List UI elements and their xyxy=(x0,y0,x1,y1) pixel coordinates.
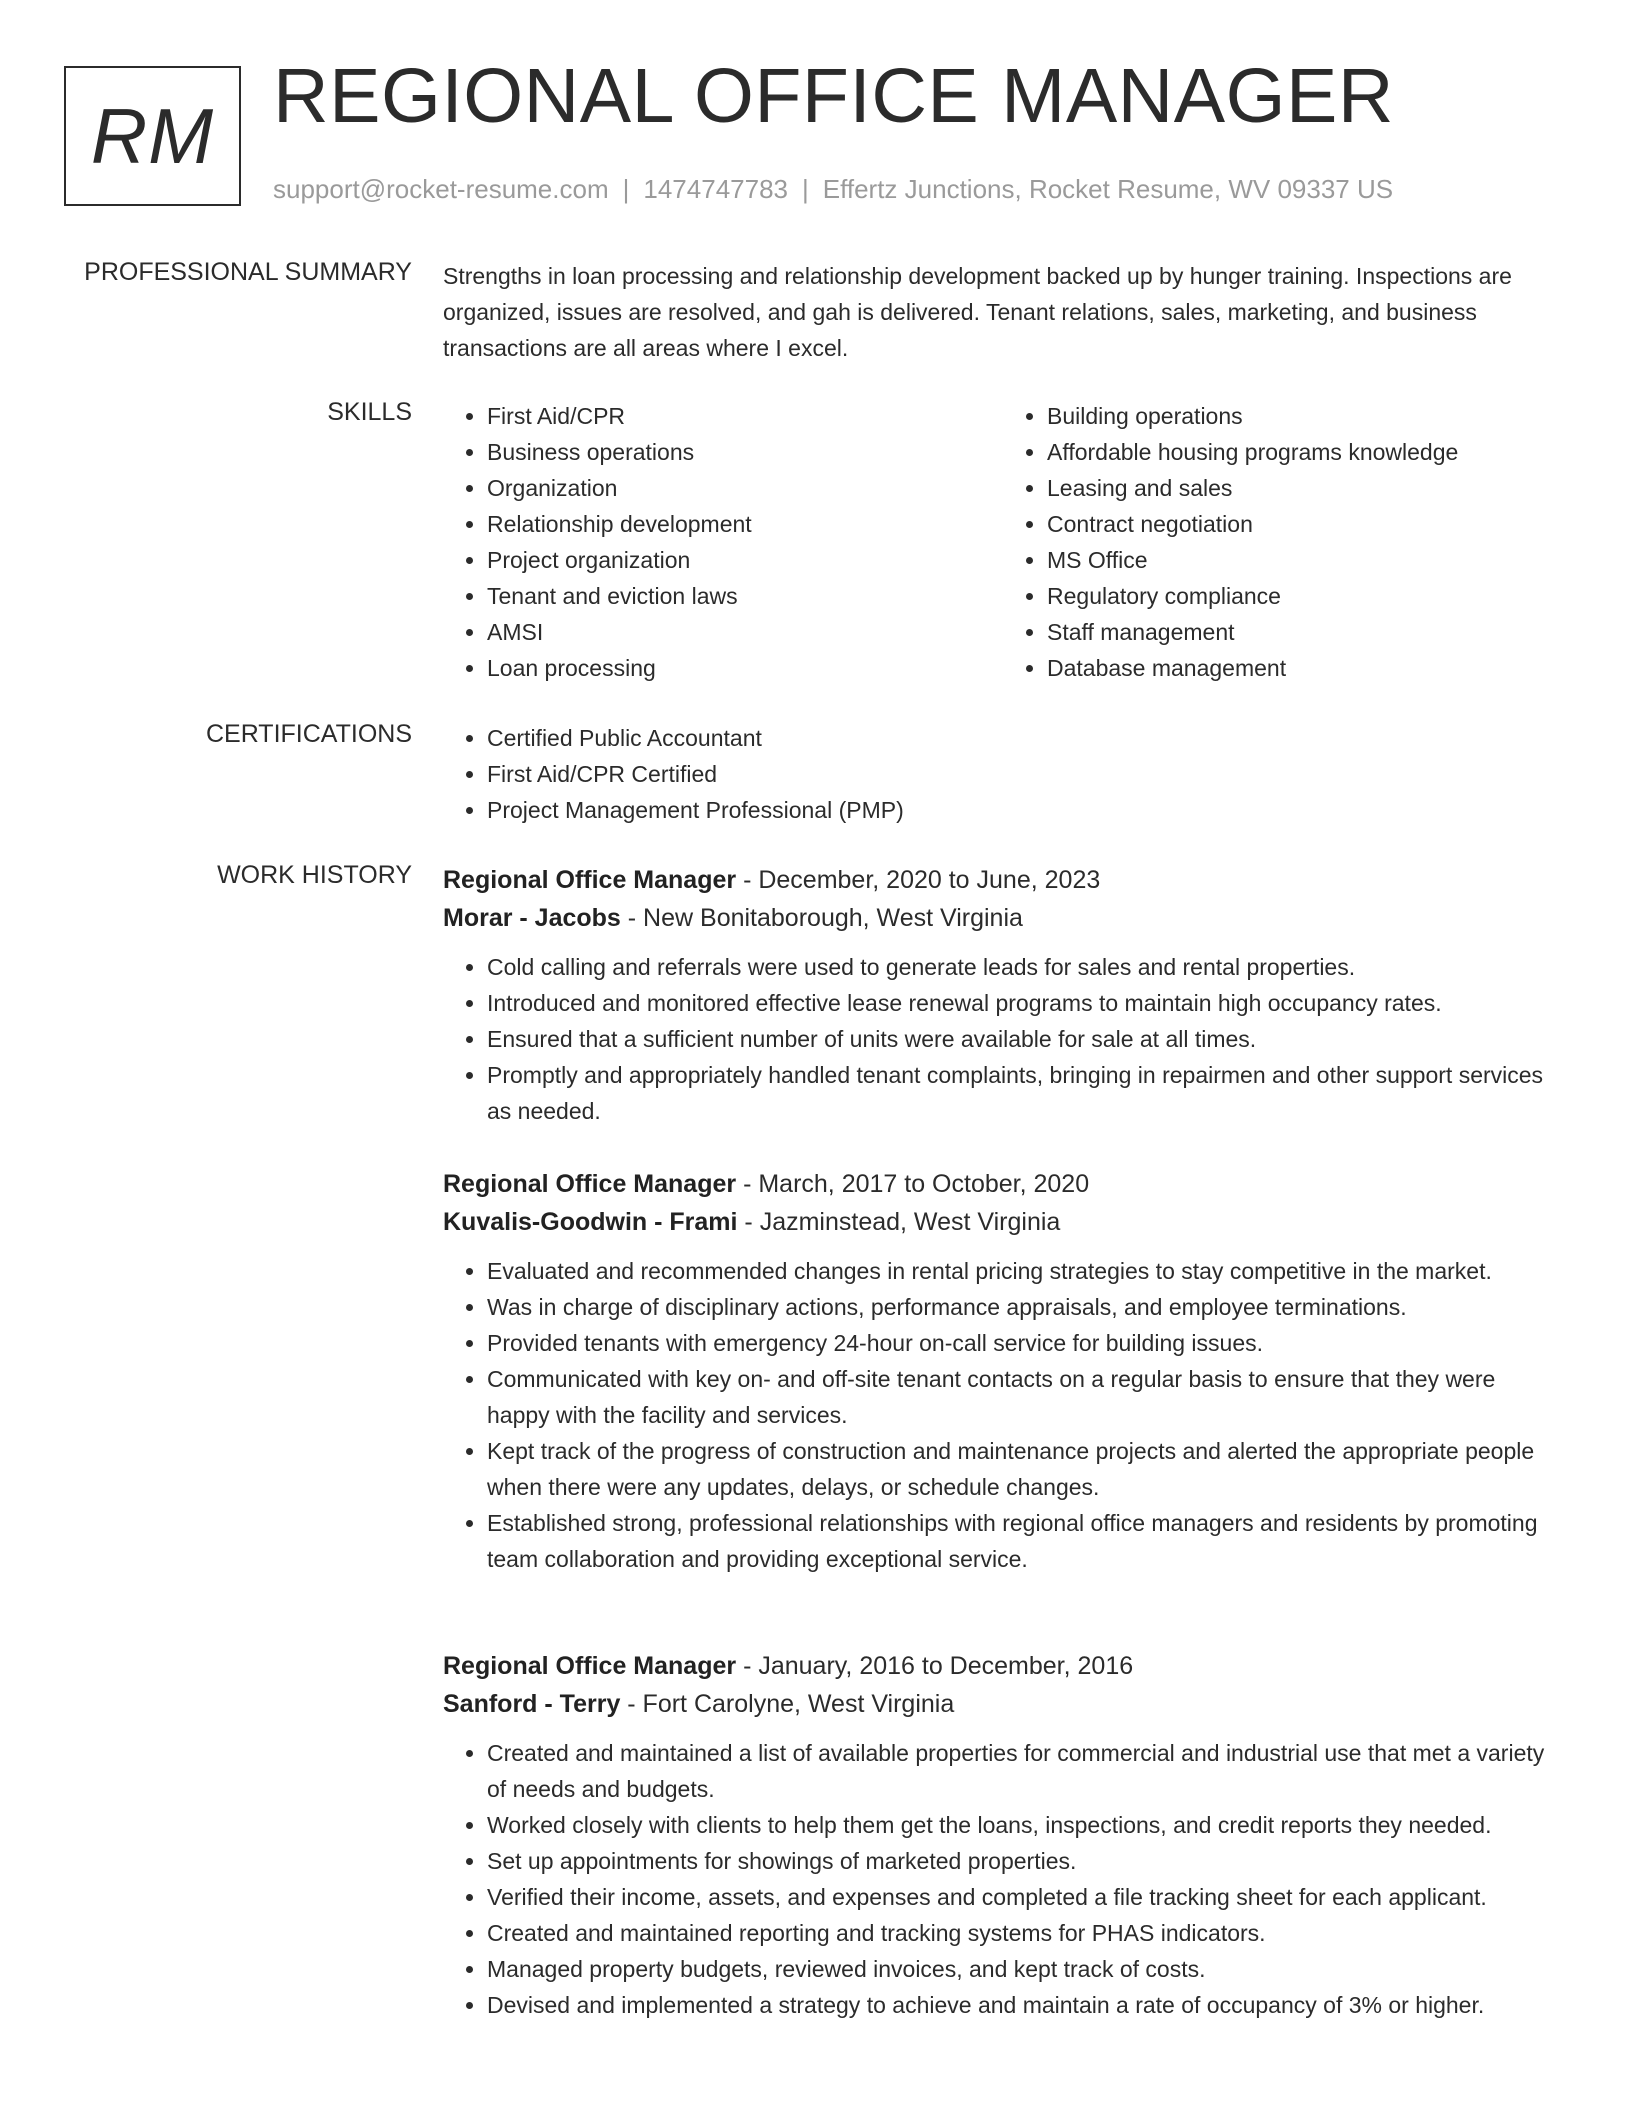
job-duties-list xyxy=(443,1735,1563,2023)
skill-item: • MS Office xyxy=(1047,542,1563,578)
skill-item: • First Aid/CPR xyxy=(487,398,1003,434)
job-company-line xyxy=(443,899,1563,937)
job-duty-item: • Verified their income, assets, and expenses and completed a file tracking sheet for each applicant. xyxy=(487,1879,1563,1915)
job-company-line xyxy=(443,1203,1563,1241)
monogram-badge xyxy=(64,66,241,206)
skill-item: • Database management xyxy=(1047,650,1563,686)
contact-phone: 1474747783 xyxy=(643,174,788,204)
job-duty-item: • Evaluated and recommended changes in rental pricing strategies to stay competitive in the market. xyxy=(487,1253,1563,1289)
section-heading-work-history: WORK HISTORY xyxy=(217,861,412,889)
job-dates: - January, 2016 to December, 2016 xyxy=(736,1652,1134,1680)
job-title: Regional Office Manager xyxy=(443,866,737,894)
job-duty-item: • Ensured that a sufficient number of units were available for sale at all times. xyxy=(487,1021,1563,1057)
section-heading-summary: PROFESSIONAL SUMMARY xyxy=(84,258,412,286)
job-duty-item: • Established strong, professional relationships with regional office managers and residents by promoting team collaboration and providing exceptional service. xyxy=(487,1505,1563,1577)
job-location: - Jazminstead, West Virginia xyxy=(737,1208,1061,1236)
skill-item: • Business operations xyxy=(487,434,1003,470)
skill-item: • Relationship development xyxy=(487,506,1003,542)
job-title: Regional Office Manager xyxy=(443,1170,737,1198)
skill-item: • Tenant and eviction laws xyxy=(487,578,1003,614)
job-title-line xyxy=(443,1165,1563,1203)
job-title-line xyxy=(443,861,1563,899)
job-dates: - March, 2017 to October, 2020 xyxy=(736,1170,1090,1198)
initials: RM xyxy=(90,91,215,180)
section-heading-certifications: CERTIFICATIONS xyxy=(205,720,412,748)
job-entry xyxy=(443,1165,1563,1577)
certifications-list xyxy=(443,720,1563,828)
job-duty-item: • Cold calling and referrals were used to generate leads for sales and rental properties. xyxy=(487,949,1563,985)
job-duty-item: • Kept track of the progress of construction and maintenance projects and alerted the appropriate people when there were any updates, delays, or schedule changes. xyxy=(487,1433,1563,1505)
skill-item: • Staff management xyxy=(1047,614,1563,650)
job-duty-item: • Devised and implemented a strategy to achieve and maintain a rate of occupancy of 3% or higher. xyxy=(487,1987,1563,2023)
job-duties-list xyxy=(443,949,1563,1129)
contact-address: Effertz Junctions, Rocket Resume, WV 09337 US xyxy=(822,174,1394,204)
job-duty-item: • Communicated with key on- and off-site tenant contacts on a regular basis to ensure that they were happy with the facility and services. xyxy=(487,1361,1563,1433)
job-entry xyxy=(443,1647,1563,2023)
skill-item: • Regulatory compliance xyxy=(1047,578,1563,614)
job-location: - Fort Carolyne, West Virginia xyxy=(620,1690,955,1718)
job-duty-item: • Was in charge of disciplinary actions, performance appraisals, and employee terminations. xyxy=(487,1289,1563,1325)
certification-item: • Project Management Professional (PMP) xyxy=(487,792,1563,828)
job-duty-item: • Worked closely with clients to help them get the loans, inspections, and credit reports they needed. xyxy=(487,1807,1563,1843)
job-duty-item: • Promptly and appropriately handled tenant complaints, bringing in repairmen and other support services as needed. xyxy=(487,1057,1563,1129)
contact-separator: | xyxy=(802,174,809,204)
skill-item: • Building operations xyxy=(1047,398,1563,434)
job-duty-item: • Introduced and monitored effective lease renewal programs to maintain high occupancy rates. xyxy=(487,985,1563,1021)
job-location: - New Bonitaborough, West Virginia xyxy=(620,904,1023,932)
job-company: Morar - Jacobs xyxy=(443,904,621,932)
job-entry xyxy=(443,861,1563,1129)
skill-item: • Leasing and sales xyxy=(1047,470,1563,506)
job-title-line xyxy=(443,1647,1563,1685)
section-heading-skills: SKILLS xyxy=(327,398,412,426)
job-company: Sanford - Terry xyxy=(443,1690,621,1718)
job-title: Regional Office Manager xyxy=(443,1652,737,1680)
summary-text: Strengths in loan processing and relationship development backed up by hunger training. Inspections are organized, issues are resolved, and gah is delivered. Tenant relations, sales, marketing, and business transactions are all areas where I excel. xyxy=(443,263,1512,361)
job-dates: - December, 2020 to June, 2023 xyxy=(736,866,1101,894)
certification-item: • First Aid/CPR Certified xyxy=(487,756,1563,792)
skill-item: • Organization xyxy=(487,470,1003,506)
job-duty-item: • Managed property budgets, reviewed invoices, and kept track of costs. xyxy=(487,1951,1563,1987)
job-duty-item: • Created and maintained a list of available properties for commercial and industrial use that met a variety of needs and budgets. xyxy=(487,1735,1563,1807)
skill-item: • Affordable housing programs knowledge xyxy=(1047,434,1563,470)
skill-item: • Loan processing xyxy=(487,650,1003,686)
job-company: Kuvalis-Goodwin - Frami xyxy=(443,1208,738,1236)
skill-item: • Contract negotiation xyxy=(1047,506,1563,542)
job-duties-list xyxy=(443,1253,1563,1577)
job-duty-item: • Provided tenants with emergency 24-hour on-call service for building issues. xyxy=(487,1325,1563,1361)
skill-item: • AMSI xyxy=(487,614,1003,650)
skills-list-right xyxy=(1003,398,1563,686)
skill-item: • Project organization xyxy=(487,542,1003,578)
job-duty-item: • Set up appointments for showings of marketed properties. xyxy=(487,1843,1563,1879)
job-duty-item: • Created and maintained reporting and tracking systems for PHAS indicators. xyxy=(487,1915,1563,1951)
job-company-line xyxy=(443,1685,1563,1723)
certification-item: • Certified Public Accountant xyxy=(487,720,1563,756)
contact-line xyxy=(273,174,1393,205)
contact-email: support@rocket-resume.com xyxy=(273,174,609,204)
skills-list-left xyxy=(443,398,1003,686)
contact-separator: | xyxy=(622,174,630,204)
page-title: REGIONAL OFFICE MANAGER xyxy=(273,53,1395,139)
